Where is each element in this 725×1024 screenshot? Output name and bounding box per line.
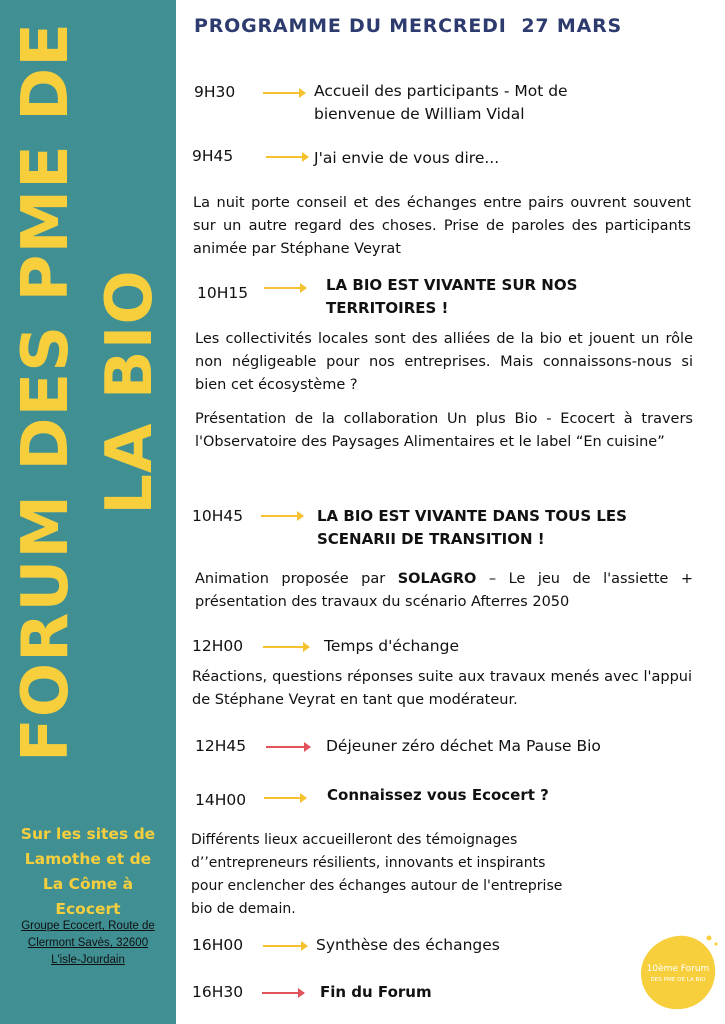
schedule-time: 10H45 (192, 507, 244, 525)
label-line: Accueil des participants - Mot de (314, 82, 568, 100)
arrow-right-icon (261, 515, 303, 517)
description-14h00 (191, 829, 621, 921)
label-line: TERRITOIRES ! (326, 299, 449, 317)
venue-line: La Côme à (42, 875, 134, 893)
schedule-time: 14H00 (195, 791, 247, 809)
address (0, 918, 176, 969)
schedule-label (317, 505, 627, 551)
stamp-line1: 10ème Forum (646, 964, 710, 974)
label-line: SCENARII DE TRANSITION ! (317, 530, 545, 548)
description-text: – Le jeu de l'assiette + présentation des travaux du scénario Afterres 2050 (195, 571, 693, 610)
description-10h15-b: Présentation de la collaboration Un plus Bio - Ecocert à travers l'Observatoire des Paysages Alimentaires et le label “En cuisine” (195, 411, 693, 450)
venue-line: Ecocert (55, 900, 121, 918)
address-line: Clermont Savès, 32600 (27, 937, 149, 949)
arrow-right-icon (264, 797, 306, 799)
schedule-time: 16H30 (192, 983, 244, 1001)
description-9h45: La nuit porte conseil et des échanges entre pairs ouvrent souvent sur un autre regard des choses. Prise de paroles des participants animée par Stéphane Veyrat (193, 195, 691, 257)
schedule-label (326, 274, 577, 320)
address-line: L'isle-Jourdain (51, 954, 125, 966)
solagro-name: SOLAGRO (397, 571, 477, 587)
arrow-right-icon (262, 992, 304, 994)
schedule-time: 16H00 (192, 936, 244, 954)
description-12h00: Réactions, questions réponses suite aux travaux menés avec l'appui de Stéphane Veyrat en tant que modérateur. (192, 669, 692, 708)
schedule-time: 12H00 (192, 637, 244, 655)
description-10h45 (195, 568, 693, 614)
arrow-right-icon (266, 156, 308, 158)
arrow-right-icon (263, 92, 305, 94)
vertical-title-line2: LA BIO (93, 269, 167, 515)
schedule-label: Connaissez vous Ecocert ? (327, 786, 549, 804)
sidebar (0, 0, 176, 1024)
description-text: Animation proposée par (195, 571, 398, 587)
stamp-line2: DES PME DE LA BIO (650, 977, 706, 983)
schedule-time: 9H30 (194, 83, 236, 101)
description-line: bio de demain. (191, 901, 296, 917)
description-line: Différents lieux accueilleront des témoignages (191, 832, 518, 848)
address-line: Groupe Ecocert, Route de (21, 920, 155, 932)
label-line: LA BIO EST VIVANTE SUR NOS (326, 276, 578, 294)
description-line: pour enclencher des échanges autour de l'entreprise (191, 878, 563, 894)
venue-text (0, 822, 176, 922)
venue-line: Sur les sites de (20, 825, 156, 843)
forum-stamp-logo (636, 930, 720, 1014)
description-line: d’’entrepreneurs résilients, innovants et inspirants (191, 855, 546, 871)
schedule-label: Synthèse des échanges (316, 936, 500, 954)
arrow-right-icon (266, 746, 310, 748)
venue-line: Lamothe et de (24, 850, 152, 868)
schedule-label (314, 80, 568, 126)
schedule-label: J'ai envie de vous dire... (314, 149, 500, 167)
schedule-time: 9H45 (192, 147, 234, 165)
schedule-time: 10H15 (197, 284, 249, 302)
arrow-right-icon (263, 945, 307, 947)
schedule-time: 12H45 (195, 737, 247, 755)
schedule-label: Déjeuner zéro déchet Ma Pause Bio (326, 737, 601, 755)
arrow-right-icon (264, 287, 306, 289)
schedule-label: Fin du Forum (320, 983, 432, 1001)
description-10h15-a: Les collectivités locales sont des alliées de la bio et jouent un rôle non négligeable pour nos entreprises. Mais connaissons-nous si bien cet écosystème ? (195, 331, 693, 393)
label-line: bienvenue de William Vidal (314, 105, 525, 123)
arrow-right-icon (263, 646, 309, 648)
label-line: LA BIO EST VIVANTE DANS TOUS LES (317, 507, 627, 525)
schedule-label: Temps d'échange (324, 637, 459, 655)
page-title: PROGRAMME DU MERCREDI 27 MARS (194, 15, 622, 37)
vertical-title (4, 22, 172, 762)
vertical-title-line1: FORUM DES PME DE (9, 22, 83, 762)
